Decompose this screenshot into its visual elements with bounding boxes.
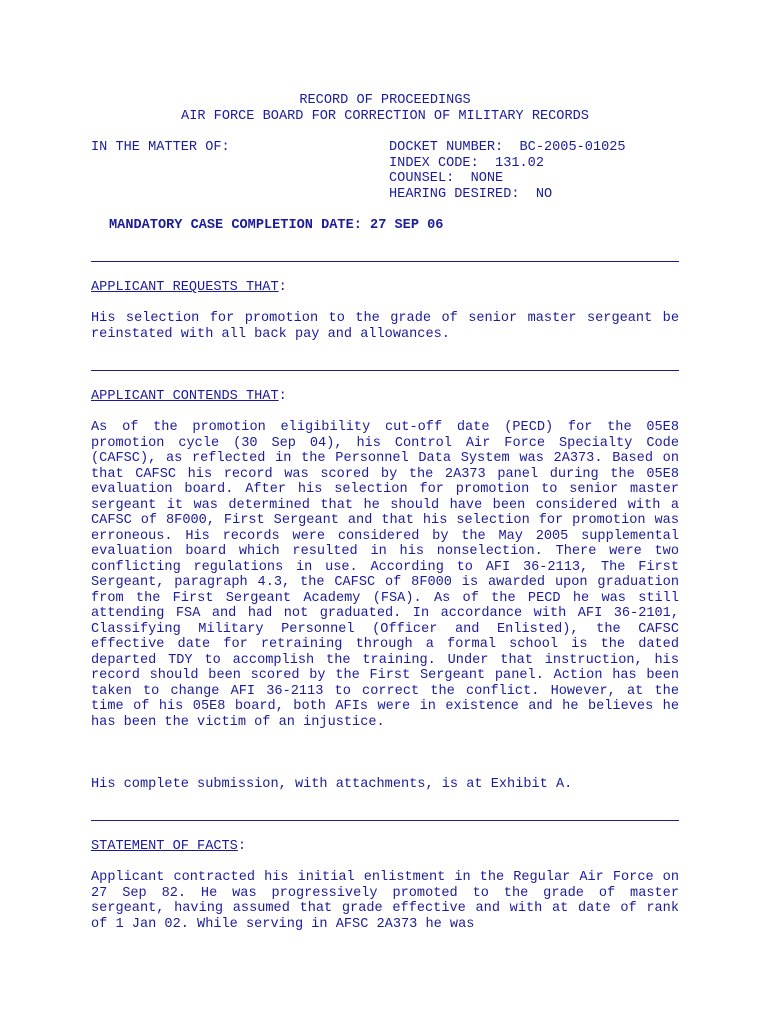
contends-heading-text: APPLICANT CONTENDS THAT bbox=[91, 389, 279, 404]
facts-paragraph: Applicant contracted his initial enlistment in the Regular Air Force on 27 Sep 82. He was progressively promoted to the grade of master sergeant, having assumed that grade effective and with at date of rank of 1 Jan 02. While serving in AFSC 2A373 he was bbox=[91, 870, 679, 932]
counsel: COUNSEL: NONE bbox=[389, 171, 504, 186]
index-code: INDEX CODE: 131.02 bbox=[389, 156, 544, 171]
section-divider bbox=[91, 370, 679, 371]
requests-heading-text: APPLICANT REQUESTS THAT bbox=[91, 280, 279, 295]
section-divider bbox=[91, 261, 679, 262]
contends-heading bbox=[91, 389, 287, 405]
heading-colon: : bbox=[278, 280, 287, 295]
requests-heading bbox=[91, 280, 287, 296]
contends-paragraph: As of the promotion eligibility cut-off date (PECD) for the 05E8 promotion cycle (30 Sep 04), his Control Air Force Specialty Code (CAFSC), as reflected in the Personnel Data System was 2A373. Based on that CAFSC his record was scored by the 2A373 panel during the 05E8 evaluation board. After his selection for promotion to senior master sergeant it was determined that he should have been considered with a CAFSC of 8F000, First Sergeant and that his selection for promotion was erroneous. His records were considered by the May 2005 supplemental evaluation board which resulted in his nonselection. There were two conflicting regulations in use. According to AFI 36-2113, The First Sergeant, paragraph 4.3, the CAFSC of 8F000 is awarded upon graduation from the First Sergeant Academy (FSA). As of the PECD he was still attending FSA and had not graduated. In accordance with AFI 36-2101, Classifying Military Personnel (Officer and Enlisted), the CAFSC effective date for retraining through a formal school is the dated departed TDY to accomplish the training. Under that instruction, his record should been scored by the First Sergeant panel. Action has been taken to change AFI 36-2113 to correct the conflict. However, at the time of his 05E8 board, both AFIs were in existence and he believes he has been the victim of an injustice. bbox=[91, 420, 679, 730]
submission-paragraph: His complete submission, with attachments, is at Exhibit A. bbox=[91, 777, 573, 792]
section-divider bbox=[91, 820, 679, 821]
hearing-desired: HEARING DESIRED: NO bbox=[389, 187, 553, 202]
heading-colon: : bbox=[278, 389, 287, 404]
requests-paragraph: His selection for promotion to the grade of senior master sergeant be reinstated with all back pay and allowances. bbox=[91, 311, 679, 342]
facts-heading-text: STATEMENT OF FACTS bbox=[91, 839, 238, 854]
docket-number: DOCKET NUMBER: BC-2005-01025 bbox=[389, 140, 626, 155]
heading-colon: : bbox=[237, 839, 247, 854]
record-title: RECORD OF PROCEEDINGS bbox=[299, 93, 471, 108]
matter-label: IN THE MATTER OF: bbox=[91, 140, 230, 155]
mandatory-completion-date: MANDATORY CASE COMPLETION DATE: 27 SEP 06 bbox=[109, 218, 444, 233]
facts-heading bbox=[91, 839, 246, 855]
board-title: AIR FORCE BOARD FOR CORRECTION OF MILITARY RECORDS bbox=[181, 109, 589, 124]
